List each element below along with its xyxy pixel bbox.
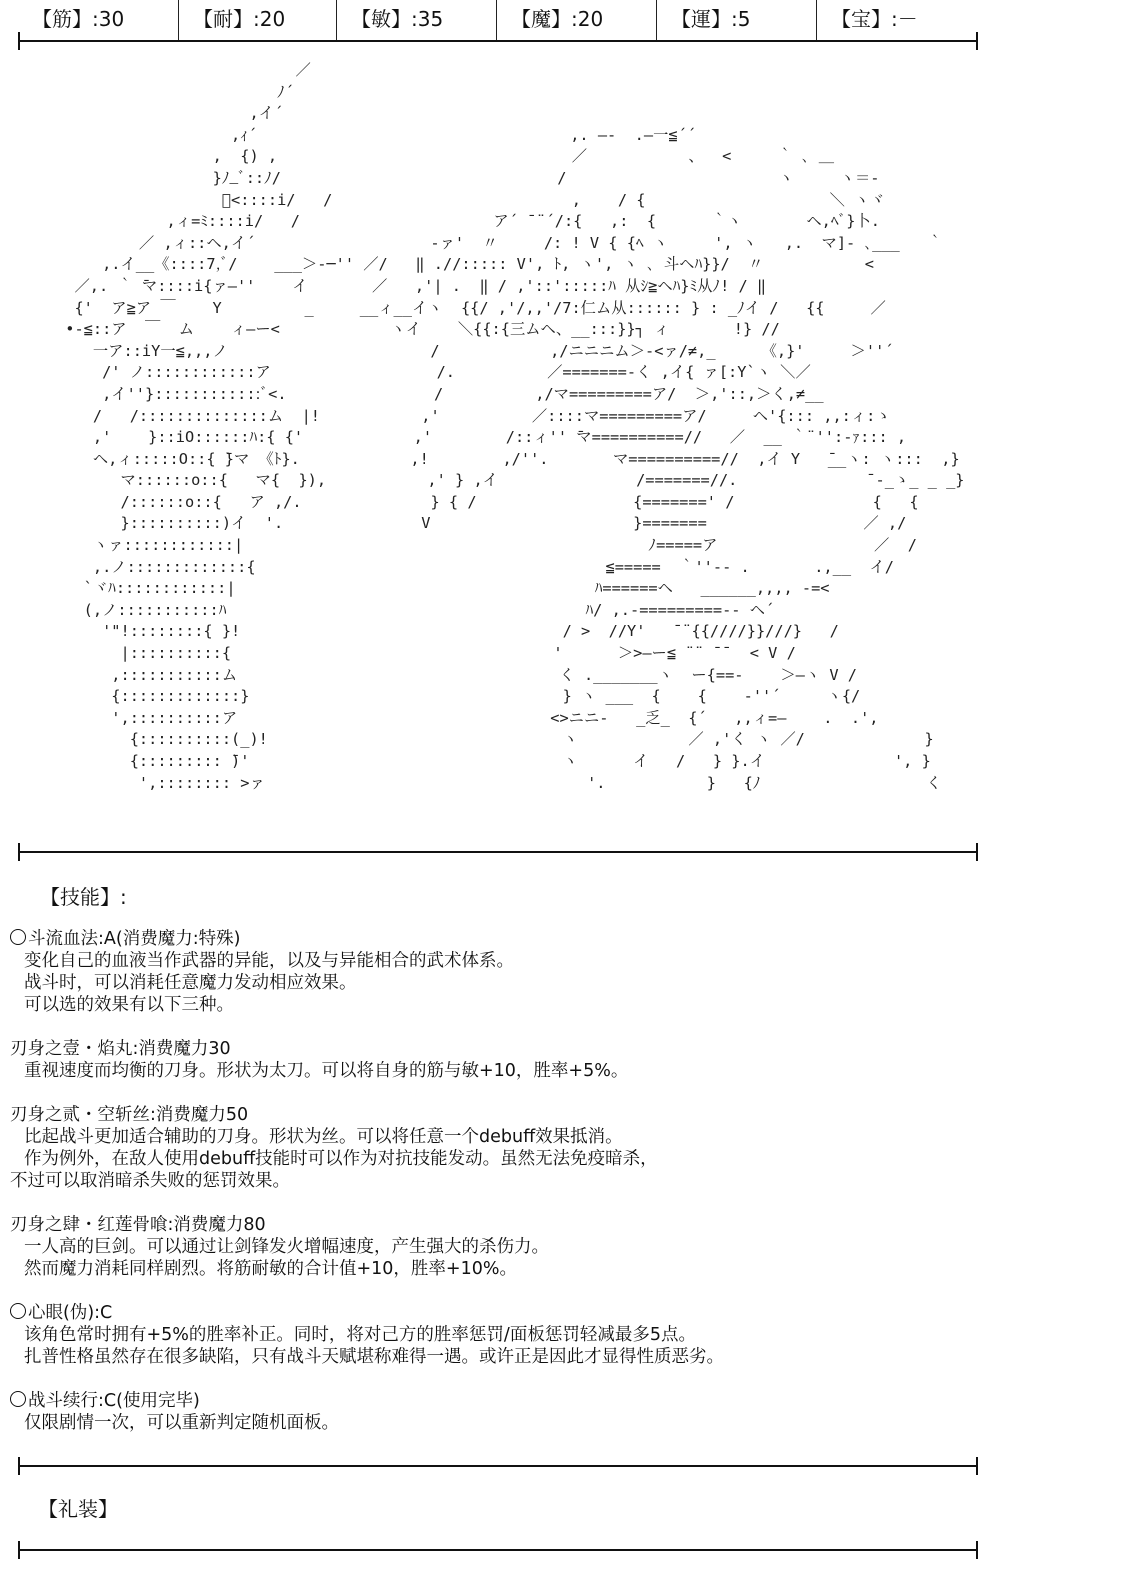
stat-noble-phantasm: 【宝】:－ bbox=[816, 0, 977, 40]
ascii-art-line: /::::::o::{ ア ,/. } { / {=======' / { { bbox=[10, 492, 919, 511]
skill-heading-line bbox=[10, 1390, 970, 1412]
ascii-art-line: ,.ノ:::::::::::::{ ≦===== ｀''-- . .,__ イ/ bbox=[10, 557, 894, 576]
skill-text-line bbox=[10, 1258, 970, 1280]
skill-heading-line bbox=[10, 928, 970, 950]
ascii-art-illustration bbox=[10, 60, 970, 830]
skill-text: 斗流血法:A(消费魔力:特殊) bbox=[28, 929, 241, 949]
skill-text-line bbox=[10, 1170, 970, 1192]
paragraph-gap bbox=[10, 1280, 970, 1302]
skill-text: 刃身之贰・空斩丝:消费魔力50 bbox=[10, 1105, 249, 1125]
stat-mana: 【魔】:20 bbox=[496, 0, 657, 40]
ascii-art-line: '"!::::::::{ }! / > //Y' ̄ ¨{{////}}///} / bbox=[10, 622, 839, 641]
skills-heading: 【技能】: bbox=[40, 885, 127, 909]
skill-text-line bbox=[10, 1346, 970, 1368]
skill-text: 重视速度而均衡的刀身。形状为太刀。可以将自身的筋与敏+10，胜率+5%。 bbox=[24, 1061, 629, 1081]
ascii-art-line: }::::::::::)イ '. V }======= ／ ,/ bbox=[10, 514, 907, 533]
ascii-art-line: ,:::::::::::ム く ._______ヽ ー{==- ＞―ヽ V / bbox=[10, 665, 857, 684]
skill-text: 一人高的巨剑。可以通过让剑锋发火增幅速度，产生强大的杀伤力。 bbox=[24, 1237, 549, 1257]
stat-agility: 【敏】:35 bbox=[336, 0, 497, 40]
skill-text-line bbox=[10, 1324, 970, 1346]
ascii-art-line: ,.イ__《::::7,ﾞ/ ___＞-─'' ／/ ‖ .//::::: V', ﾄ, ヽ', ヽ ､ 斗ヘﾊ}}/ 〃 < bbox=[10, 255, 874, 274]
ascii-art-line: {::::::::: ̄)' ヽ イ / } }.イ ', } bbox=[10, 752, 931, 770]
skill-text: 该角色常时拥有+5%的胜率补正。同时，将对己方的胜率惩罚/面板惩罚轻减最多5点。 bbox=[24, 1325, 696, 1345]
ascii-art-line: ヽァ::::::::::::| ﾉ=====ア ／ / bbox=[10, 536, 917, 555]
skill-text-line bbox=[10, 972, 970, 994]
paragraph-gap bbox=[10, 1192, 970, 1214]
ascii-art-line: ﾉ´ bbox=[10, 82, 294, 101]
paragraph-gap bbox=[10, 1082, 970, 1104]
ascii-art-line: •-≦::ア ￣ ム ィ―ー< ヽイ ＼{{:{三ムヘ、__:::}}┐ ィ !} // bbox=[10, 320, 780, 339]
skill-text-line bbox=[10, 1104, 970, 1126]
ascii-art-line: ',::::::::::ア <>ニニ- _乏_ {´ ,,ィ=― . .', bbox=[10, 708, 879, 727]
skill-text-line bbox=[10, 1038, 970, 1060]
skill-text: 仅限剧情一次，可以重新判定随机面板。 bbox=[24, 1413, 339, 1433]
skill-text-line bbox=[10, 1126, 970, 1148]
skill-text-line bbox=[10, 950, 970, 972]
skill-text-line bbox=[10, 1060, 970, 1082]
skill-text-line bbox=[10, 1148, 970, 1170]
circle-bullet-icon bbox=[10, 1391, 26, 1407]
divider-top bbox=[18, 40, 978, 42]
skill-text: 战斗时，可以消耗任意魔力发动相应效果。 bbox=[24, 973, 357, 993]
ascii-art-line: ﾞ<::::i/ / , / { ＼ ヽヾ bbox=[10, 190, 885, 209]
skills-list bbox=[10, 928, 970, 1434]
ascii-art-line: ,ィ=ﾐ::::i/ / ア´ ̄ ¨´/:{ ,: { ｀ヽ ヘ,ﾍﾞ}卜. bbox=[10, 212, 880, 231]
stats-bar bbox=[18, 0, 978, 44]
divider-after-art bbox=[18, 851, 978, 853]
ascii-art-line: {' ア≧ア ￣ Y _ __ィ__イヽ {{/ ,'/,,'/7:仁ム从:::::: } : _ﾉイ / {{ ／ bbox=[10, 298, 886, 317]
skill-text-line bbox=[10, 994, 970, 1016]
ascii-art-line: {:::::::::::::} } ヽ ___ { { -''´ ヽ{/ bbox=[10, 687, 861, 706]
skill-text: 可以选的效果有以下三种。 bbox=[24, 995, 234, 1015]
ascii-art-line: ',:::::::: >ァ '. } {ﾉ く bbox=[10, 773, 942, 792]
ascii-art-line: マ::::::o::{ マ{ }), ,' } ,イ /=======//. ̄ -_ゝ_ _ _} bbox=[10, 471, 965, 490]
skill-text-line bbox=[10, 1412, 970, 1434]
skill-heading-line bbox=[10, 1302, 970, 1324]
ascii-art-line: ／,. ｀ ̄マ::::i{ァ―'' イ ／ ,'| . ‖ / ,'::':::::ﾊ 从ｼ≧ヘﾊ}ﾐ从ﾉ! / ‖ bbox=[10, 276, 767, 295]
ascii-art-line: ,イ''}::::::::::::ﾞ<. / ,/マ=========ア/ ＞,'::,＞く,≠__ bbox=[10, 384, 824, 403]
ascii-art-line: }ﾉ_ﾞ::ﾉ/ / ヽ ヽ＝- bbox=[10, 168, 880, 187]
skill-text: 不过可以取消暗杀失败的惩罚效果。 bbox=[10, 1171, 290, 1191]
ascii-art-line: 一ア::iY一≦,,,ノ / ,/ニニニム＞-<ァ/≠,_ 《,}' ＞''´ bbox=[10, 341, 894, 360]
stat-endurance: 【耐】:20 bbox=[178, 0, 339, 40]
ascii-art-line: (,ノ:::::::::::ﾊ ﾊ/ ,.-=========-‐ ヘ´ bbox=[10, 600, 775, 619]
ascii-art-line: , {) , ／ 、 < ｀ ､ ＿ bbox=[10, 147, 835, 166]
stat-strength: 【筋】:30 bbox=[32, 7, 125, 31]
divider-bottom bbox=[18, 1549, 978, 1551]
ascii-art-line: ／ ,ィ::ヘ,イ´ -ァ' 〃 /: ! V { {ﾍ ヽ ', ヽ ,. マ]- ､___ ｀ bbox=[10, 233, 943, 252]
skill-text: 比起战斗更加适合辅助的刀身。形状为丝。可以将任意一个debuff效果抵消。 bbox=[24, 1127, 623, 1147]
circle-bullet-icon bbox=[10, 1303, 26, 1319]
paragraph-gap bbox=[10, 1368, 970, 1390]
skill-text: 作为例外，在敌人使用debuff技能时可以作为对抗技能发动。虽然无法免疫暗杀， bbox=[24, 1149, 658, 1169]
skill-text: 心眼(伪):C bbox=[28, 1303, 113, 1323]
skill-text: 变化自己的血液当作武器的异能，以及与异能相合的武术体系。 bbox=[24, 951, 514, 971]
divider-after-skills bbox=[18, 1465, 978, 1467]
ascii-art-line: {::::::::::(_)! ヽ ／ ,'く ヽ ／/ } bbox=[10, 730, 934, 749]
circle-bullet-icon bbox=[10, 929, 26, 945]
skill-text-line bbox=[10, 1214, 970, 1236]
skill-text: 然而魔力消耗同样剧烈。将筋耐敏的合计值+10，胜率+10%。 bbox=[24, 1259, 517, 1279]
ascii-art-line: |::::::::::{ ' ＞>―ー≦ ¨¨ ̄ ̄ < V / bbox=[10, 644, 796, 663]
stat-luck: 【運】:5 bbox=[656, 0, 817, 40]
skill-text-line bbox=[10, 1236, 970, 1258]
skill-text: 刃身之肆・红莲骨喰:消费魔力80 bbox=[10, 1215, 266, 1235]
ascii-art-line: `ヾﾊ::::::::::::| ﾊ======ヘ ______,,,, -=< bbox=[10, 579, 830, 598]
paragraph-gap bbox=[10, 1016, 970, 1038]
skill-text: 战斗续行:C(使用完毕) bbox=[28, 1391, 200, 1411]
ascii-art-line: ,ｨ´ ,. ―- .―一≦´´ bbox=[10, 125, 697, 144]
ascii-art-line: ヘ,ィ:::::O::{ ̄}マ 《ﾄ}. ,! ,/''. マ==========// ,イ Y ̄__ヽ: ヽ::: ,} bbox=[10, 449, 960, 468]
ascii-art-line: /' ノ::::::::::::ア /. ／=======-く ,イ{ ァ[:Y`ヽ ＼／ bbox=[10, 363, 811, 382]
equipment-heading: 【礼装】 bbox=[38, 1497, 118, 1521]
ascii-art-line: ,イ´ bbox=[10, 104, 284, 123]
ascii-art-line: / /::::::::::::::ム |! ,' ／::::マ=========ア/ ヘ'{::: ,,:ィ:ゝ bbox=[10, 406, 891, 425]
skill-text: 刃身之壹・焰丸:消费魔力30 bbox=[10, 1039, 231, 1059]
ascii-art-line: ,' }::iO::::::ﾊ:{ {' ,' /::ィ'' ̄マ==========// ／ __ ｀¨'':-ｧ::: , bbox=[10, 428, 907, 447]
skill-text: 扎普性格虽然存在很多缺陷，只有战斗天赋堪称难得一遇。或许正是因此才显得性质恶劣。 bbox=[24, 1347, 724, 1367]
ascii-art-line: ／ bbox=[10, 61, 311, 79]
